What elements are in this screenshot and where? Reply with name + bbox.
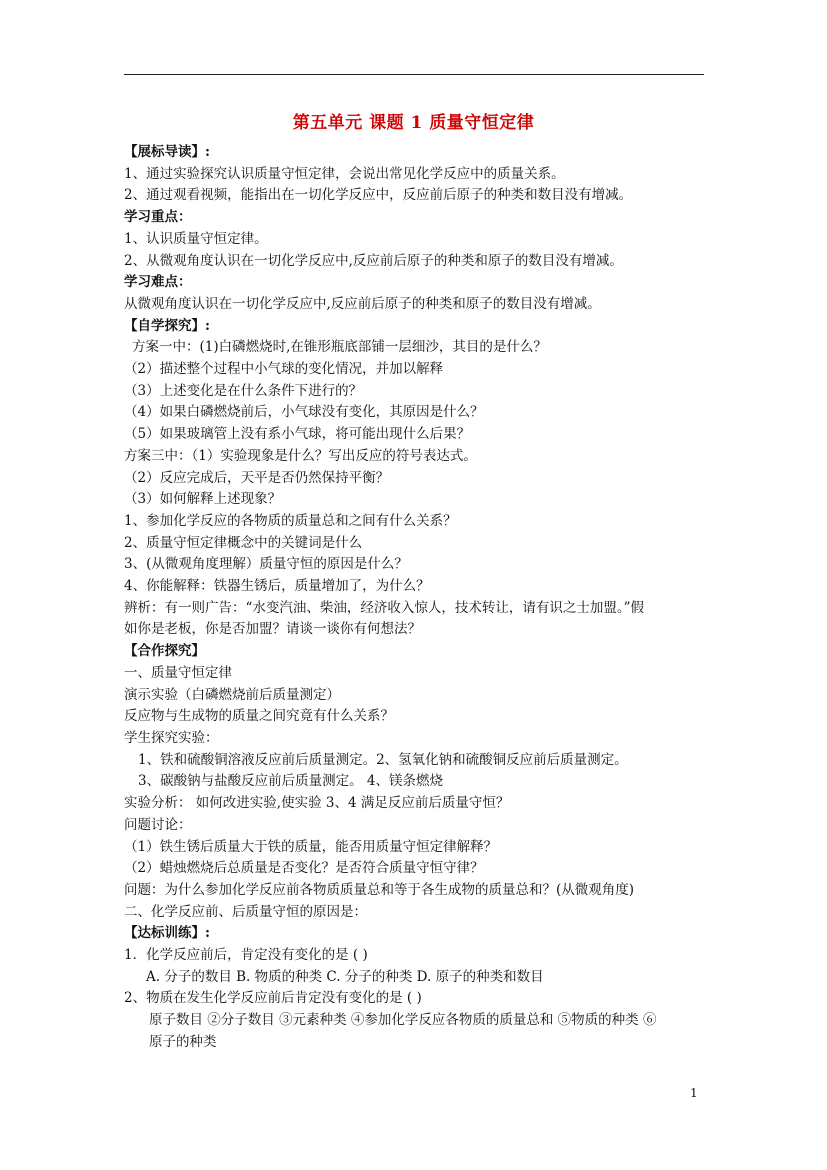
text-line: 从微观角度认识在一切化学反应中,反应前后原子的种类和原子的数目没有增减。 (124, 295, 601, 312)
text-line: 二、化学反应前、后质量守恒的原因是： (124, 903, 367, 920)
text-line: （1）铁生锈后质量大于铁的质量，能否用质量守恒定律解释？ (124, 838, 498, 855)
text-line: 方案一中：(1)白磷燃烧时,在锥形瓶底部铺一层细沙，其目的是什么？ (132, 339, 547, 356)
text-line: 问题讨论： (124, 816, 192, 833)
text-line: 2、通过观看视频，能指出在一切化学反应中，反应前后原子的种类和数目没有增减。 (124, 187, 633, 204)
text-line: 2、质量守恒定律概念中的关键词是什么 (124, 534, 363, 551)
text-line: 演示实验（白磷燃烧前后质量测定） (124, 686, 340, 703)
text-line: 1、铁和硫酸铜溶液反应前后质量测定。2、氢氧化钠和硫酸铜反应前后质量测定。 (138, 751, 628, 768)
text-line: （5）如果玻璃管上没有系小气球，将可能出现什么后果？ (124, 426, 471, 443)
text-line: 2、物质在发生化学反应前后肯定没有变化的是 ( ) (124, 990, 422, 1007)
text-line: 如你是老板，你是否加盟？请谈一谈你有何想法？ (124, 621, 421, 638)
text-line: （2）反应完成后，天平是否仍然保持平衡？ (124, 469, 390, 486)
text-line: 4、你能解释：铁器生锈后，质量增加了，为什么？ (124, 578, 430, 595)
text-line: （4）如果白磷燃烧前后，小气球没有变化，其原因是什么？ (124, 404, 484, 421)
text-line: A. 分子的数目 B. 物质的种类 C. 分子的种类 D. 原子的种类和数目 (146, 968, 544, 985)
text-line: 2、从微观角度认识在一切化学反应中,反应前后原子的种类和原子的数目没有增减。 (124, 252, 623, 269)
section-heading: 【合作探究】 (124, 643, 205, 660)
text-line: 一、质量守恒定律 (124, 664, 232, 681)
text-line: （3）上述变化是在什么条件下进行的？ (124, 382, 363, 399)
page-title: 第五单元 课题 1 质量守恒定律 (292, 113, 535, 133)
text-line: 1、通过实验探究认识质量守恒定律，会说出常见化学反应中的质量关系。 (124, 165, 565, 182)
section-heading: 【达标训练】: (124, 925, 210, 942)
text-line: 原子的种类 (149, 1033, 217, 1050)
section-heading: 学习重点： (124, 209, 192, 226)
text-line: （3）如何解释上述现象？ (124, 491, 282, 508)
text-line: 实验分析： 如何改进实验,使实验 3、4 满足反应前后质量守恒？ (124, 795, 510, 812)
section-heading: 【展标导读】: (124, 144, 210, 160)
text-line: 1、参加化学反应的各物质的质量总和之间有什么关系？ (124, 512, 457, 529)
text-line: 学生探究实验： (124, 729, 219, 746)
document-body (124, 142, 724, 1054)
text-line: 3、(从微观角度理解）质量守恒的原因是什么？ (124, 556, 408, 573)
page-number: 1 (690, 1086, 698, 1100)
text-line: 反应物与生成物的质量之间究竟有什么关系？ (124, 708, 394, 725)
text-line: 辨析：有一则广告：“水变汽油、柴油，经济收入惊人，技术转让，请有识之士加盟。”假 (124, 599, 645, 616)
header-rule (124, 74, 704, 75)
text-line: 方案三中：（1）实验现象是什么？写出反应的符号表达式。 (124, 447, 477, 464)
text-line: 1、认识质量守恒定律。 (124, 230, 268, 247)
section-heading: 学习难点： (124, 274, 192, 291)
text-line: 1．化学反应前后，肯定没有变化的是 ( ) (124, 947, 368, 964)
section-heading: 【自学探究】: (124, 317, 210, 334)
text-line: 原子数目 ②分子数目 ③元素种类 ④参加化学反应各物质的质量总和 ⑤物质的种类 ⑥ (149, 1012, 657, 1029)
text-line: 问题：为什么参加化学反应前各物质质量总和等于各生成物的质量总和？(从微观角度) (124, 881, 635, 898)
text-line: （2）蜡烛燃烧后总质量是否变化？是否符合质量守恒守律？ (124, 860, 484, 877)
text-line: （2）描述整个过程中小气球的变化情况，并加以解释 (124, 361, 444, 378)
text-line: 3、碳酸钠与盐酸反应前后质量测定。 4、镁条燃烧 (138, 773, 443, 790)
